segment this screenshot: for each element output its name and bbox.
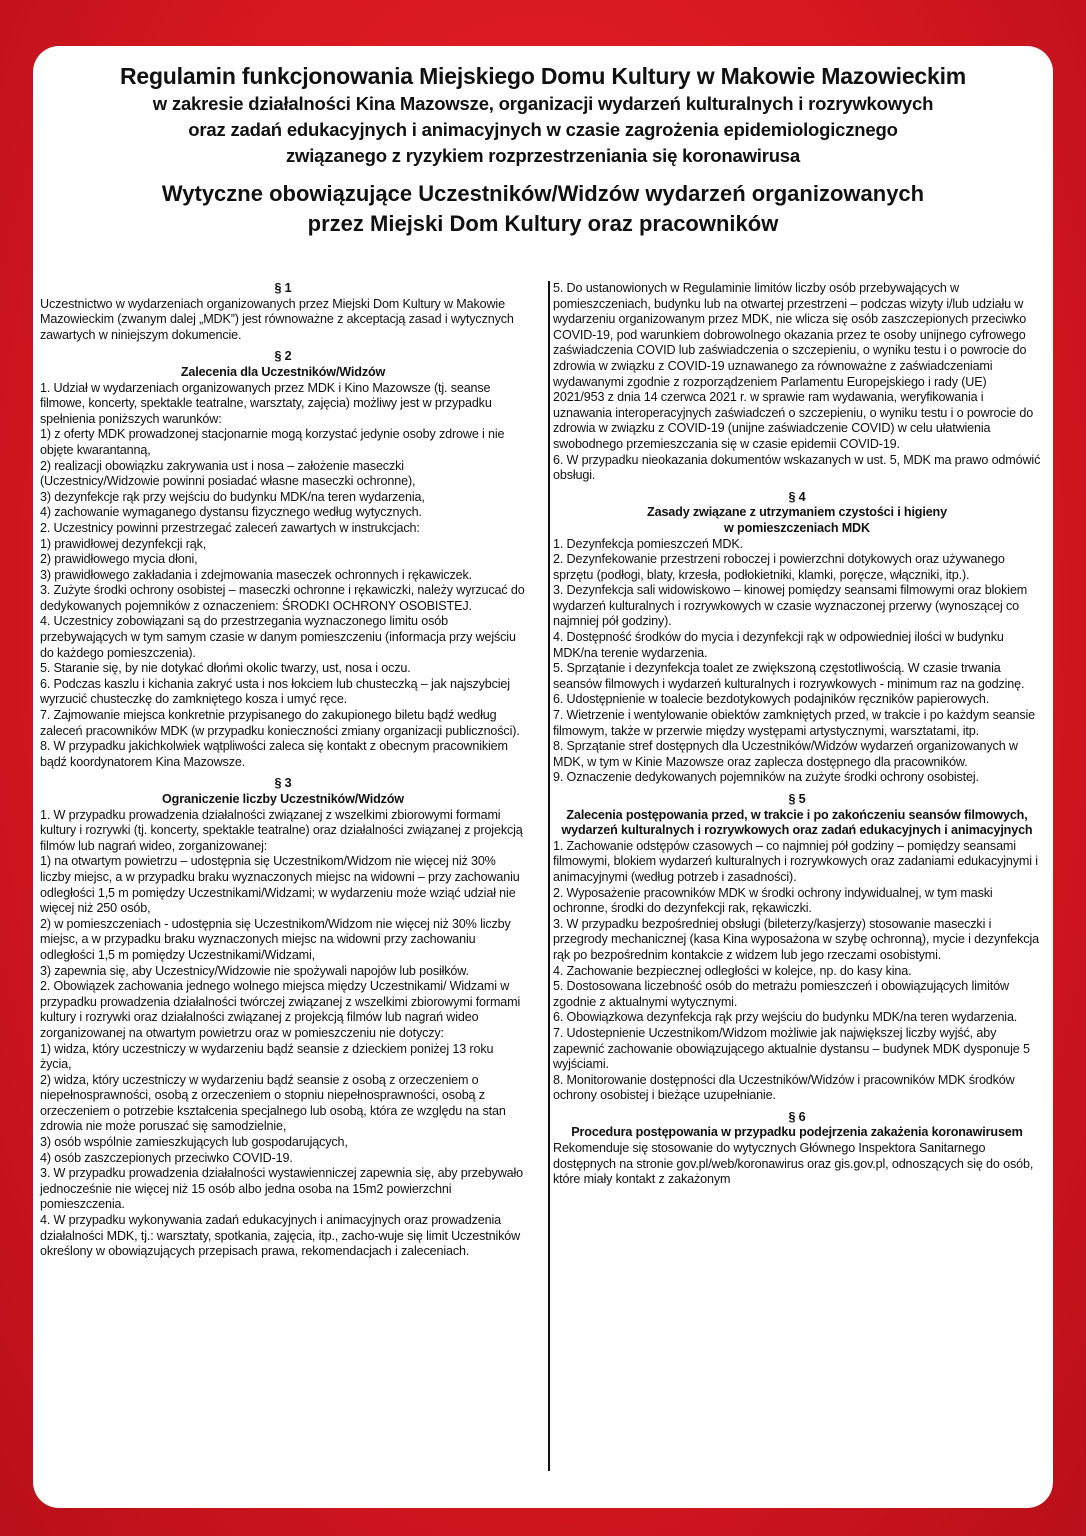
paragraph: 2) realizacji obowiązku zakrywania ust i nosa – założenie maseczki (Uczestnicy/Widzowie powinni posiadać własne maseczki ochronne), (40, 458, 416, 489)
paragraph: 6. Podczas kaszlu i kichania zakryć usta i nos łokciem lub chusteczką – jak najszybciej wyrzucić chusteczkę do zamkniętego kosza i umyć ręce. (40, 676, 510, 707)
subtitle-line-1: w zakresie działalności Kina Mazowsze, organizacji wydarzeń kulturalnych i rozrywkowych (152, 93, 934, 114)
paragraph: 8. W przypadku jakichkolwiek wątpliwości zaleca się kontakt z obecnym pracownikiem bądź koordynatorem Kina Mazowsze. (40, 739, 508, 769)
paragraph: 8. Sprzątanie stref dostępnych dla Uczestników/Widzów wydarzeń organizowanych w MDK, w tym w Kinie Mazowsze oraz zaplecza dostępnego dla pracowników. (553, 739, 1018, 769)
guidelines-heading-line-2: przez Miejski Dom Kultury oraz pracowników (307, 211, 779, 236)
paragraph: 1) z oferty MDK prowadzonej stacjonarnie mogą korzystać jedynie osoby zdrowe i nie objęte kwarantanną, (40, 427, 505, 457)
section-heading: Procedura postępowania w przypadku podejrzenia zakażenia koronawirusem (571, 1125, 1023, 1140)
paragraph: Rekomenduje się stosowanie do wytycznych Głównego Inspektora Sanitarnego dostępnych na stronie gov.pl/web/koronawirus oraz gis.gov.pl, odnoszących się do osób, które miały kontakt z zakażonym (553, 1141, 1034, 1187)
paragraph: 7. Zajmowanie miejsca konkretnie przypisanego do zakupionego biletu bądź według zaleceń pracowników MDK (w przypadku konieczności zmiany organizacji publiczności). (40, 708, 520, 738)
paragraph: 4. Zachowanie bezpiecznej odległości w kolejce, np. do kasy kina. (553, 963, 912, 978)
paragraph: 1) widza, który uczestniczy w wydarzeniu bądź seansie z dzieckiem poniżej 13 roku życia, (40, 1041, 494, 1072)
document-header (47, 62, 1039, 239)
section-heading: § 2 (274, 349, 292, 364)
paragraph: Uczestnictwo w wydarzeniach organizowanych przez Miejski Dom Kultury w Makowie Mazowieckim (zwanym dalej „MDK”) jest równoważne z akceptacją zasad i wytycznych zawartych w niniejszym dokumencie. (40, 296, 514, 342)
paragraph: 2. Uczestnicy powinni przestrzegać zaleceń zawartych w instrukcjach: (40, 520, 420, 535)
paragraph: 3) zapewnia się, aby Uczestnicy/Widzowie nie spożywali napojów lub posiłków. (40, 963, 469, 978)
paragraph: 6. Obowiązkowa dezynfekcja rąk przy wejściu do budynku MDK/na teren wydarzenia. (553, 1010, 1018, 1025)
paragraph: 3) osób wspólnie zamieszkujących lub gospodarujących, (40, 1135, 348, 1150)
paragraph: 3) dezynfekcje rąk przy wejściu do budynku MDK/na teren wydarzenia, (40, 489, 425, 504)
paragraph: 3. Zużyte środki ochrony osobistej – maseczki ochronne i rękawiczki, należy wyrzucać do dedykowanych pojemników z oznaczeniem: ŚRODKI OCHRONY OSOBISTEJ. (40, 583, 525, 613)
section-heading: § 6 (788, 1109, 806, 1124)
paragraph: 2. Wyposażenie pracowników MDK w środki ochrony indywidualnej, w tym maski ochronne, środki do dezynfekcji rak, rękawiczki. (553, 885, 993, 916)
paragraph: 1. Udział w wydarzeniach organizowanych przez MDK i Kino Mazowsze (tj. seanse filmowe, koncerty, spektakle teatralne, warsztaty, zajęcia) możliwy jest w przypadku spełnienia poniższych warunków: (40, 380, 492, 426)
paragraph: 1) prawidłowej dezynfekcji rąk, (40, 536, 207, 551)
paragraph: 1. Zachowanie odstępów czasowych – co najmniej pół godziny – pomiędzy seansami filmowymi, blokiem wydarzeń kulturalnych i rozrywkowych oraz zadaniami edukacyjnymi i animacyjnymi (według potrzeb i zasadności). (553, 838, 1038, 884)
subtitle-line-3: związanego z ryzykiem rozprzestrzeniania się koronawirusa (286, 145, 800, 166)
section-heading: § 5 (788, 792, 806, 806)
paragraph: 7. Udostepnienie Uczestnikom/Widzom możliwie jak największej liczby wyjść, aby zapewnić zachowanie obowiązującego aktualnie dystansu – budynek MDK dysponuje 5 wyjściami. (553, 1025, 1030, 1072)
document-card (33, 46, 1053, 1508)
left-column (40, 281, 526, 1260)
paragraph: 9. Oznaczenie dedykowanych pojemników na zużyte środki ochrony osobistej. (553, 770, 979, 785)
section-heading: § 1 (274, 281, 292, 295)
paragraph: 5. Sprzątanie i dezynfekcja toalet ze zwiększoną częstotliwością. W czasie trwania seansów filmowych i wydarzeń kulturalnych i rozrywkowych - minimum raz na godzinę. (553, 661, 1025, 691)
paragraph: 5. Do ustanowionych w Regulaminie limitów liczby osób przebywających w pomieszczeniach, budynku lub na otwartej przestrzeni – podczas wizyty i/lub udziału w wydarzeniu organizowanym przez MDK, nie wlicza się osób zaszczepionych przeciwko COVID-19, pod warunkiem dobrowolnego okazania przez te osoby unijnego cyfrowego zaświadczenia COVID lub zaświadczenia o szczepieniu, o wyniku testu i o powrocie do zdrowia w związku z COVID-19 uznawanego za równoważne z zaświadczeniami wydawanymi zgodnie z rozporządzeniem Parlamentu Europejskiego i rady (UE) 2021/953 z dnia 14 czerwca 2021 r. w sprawie ram wydawania, weryfikowania i uznawania interoperacyjnych zaświadczeń o szczepieniu, o wyniku testu i o powrocie do zdrowia w związku z COVID-19 (unijne zaświadczenie COVID) w celu ułatwienia swobodnego przemieszczania się w czasie epidemii COVID-19. (553, 281, 1034, 451)
paragraph: 2) widza, który uczestniczy w wydarzeniu bądź seansie z osobą z orzeczeniem o niepełnosprawności, osobą z orzeczeniem o stopniu niepełnosprawności, osobą z orzeczeniem o potrzebie kształcenia specjalnego lub osobą, która ze względu na stan zdrowia nie może poruszać się samodzielnie, (40, 1072, 506, 1134)
paragraph: 2. Obowiązek zachowania jednego wolnego miejsca między Uczestnikami/ Widzami w przypadku prowadzenia działalności twórczej związanej z wszelkimi zbiorowymi formami kultury i rozrywki oraz działalności związanej z projekcją filmów lub nagrań wideo zorganizowanej na otwartym powietrzu oraz w pomieszczeniu nie dotyczy: (40, 979, 521, 1040)
section-heading: w pomieszczeniach MDK (724, 520, 870, 535)
paragraph: 4. Uczestnicy zobowiązani są do przestrzegania wyznaczonego limitu osób przebywających w tym samym czasie w danym pomieszczeniu (informacja przy wejściu do każdego pomieszczenia). (40, 614, 516, 660)
paragraph: 8. Monitorowanie dostępności dla Uczestników/Widzów i pracowników MDK środków ochrony osobistej i bieżące uzupełnianie. (553, 1072, 1015, 1103)
document-title: Regulamin funkcjonowania Miejskiego Domu Kultury w Makowie Mazowieckim (119, 63, 967, 89)
paragraph: 1. Dezynfekcja pomieszczeń MDK. (553, 536, 743, 551)
section-heading: Ograniczenie liczby Uczestników/Widzów (162, 792, 404, 806)
paragraph: 3. Dezynfekcja sali widowiskowo – kinowej pomiędzy seansami filmowymi oraz blokiem wydarzeń kulturalnych i rozrywkowych w czasie wyznaczonej przerwy (wynoszącej co najmniej pół godziny). (553, 583, 1028, 629)
paragraph: 5. Dostosowana liczebność osób do metrażu pomieszczeń i obowiązujących limitów zgodnie z aktualnymi wytycznymi. (553, 979, 1009, 1009)
paragraph: 6. W przypadku nieokazania dokumentów wskazanych w ust. 5, MDK ma prawo odmówić obsługi. (553, 452, 1041, 483)
paragraph: 4) osób zaszczepionych przeciwko COVID-19. (40, 1150, 293, 1165)
paragraph: 7. Wietrzenie i wentylowanie obiektów zamkniętych przed, w trakcie i po każdym seansie filmowym, także w przerwie między występami artystycznymi, warsztatami, itp. (553, 708, 1035, 738)
paragraph: 1. W przypadku prowadzenia działalności związanej z wszelkimi zbiorowymi formami kultury i rozrywki (tj. koncerty, spektakle teatralne) oraz działalności związanej z projekcją filmów lub nagrań wideo, zorganizowanej: (40, 807, 523, 853)
section-heading: Zasady związane z utrzymaniem czystości i higieny (647, 505, 947, 520)
paragraph: 3. W przypadku bezpośredniej obsługi (bileterzy/kasjerzy) stosowanie maseczki i przegrody mechanicznej (kasa Kina wyposażona w szybę ochronną), mycie i dezynfekcja rąk po bezpośrednim kontakcie z widzem lub jego rzeczami osobistymi. (553, 916, 1039, 962)
paragraph: 2. Dezynfekowanie przestrzeni roboczej i powierzchni dotykowych oraz używanego sprzętu (podłogi, blaty, krzesła, podłokietniki, klamki, poręcze, włączniki, itp.). (553, 552, 1005, 582)
column-divider (548, 281, 550, 1471)
section-heading: Zalecenia dla Uczestników/Widzów (180, 364, 386, 379)
section-heading: § 4 (788, 489, 806, 504)
section-heading: § 3 (274, 776, 292, 791)
subtitle-line-2: oraz zadań edukacyjnych i animacyjnych w czasie zagrożenia epidemiologicznego (188, 119, 898, 140)
section-heading: Zalecenia postępowania przed, w trakcie i po zakończeniu seansów filmowych, wydarzeń kulturalnych i rozrywkowych oraz zadań edukacyjnych i animacyjnych (561, 807, 1033, 838)
paragraph: 3) prawidłowego zakładania i zdejmowania maseczek ochronnych i rękawiczek. (40, 567, 472, 582)
guidelines-heading-line-1: Wytyczne obowiązujące Uczestników/Widzów wydarzeń organizowanych (161, 181, 925, 206)
paragraph: 3. W przypadku prowadzenia działalności wystawienniczej zapewnia się, aby przebywało jednocześnie nie więcej niż 15 osób albo jedna osoba na 15m2 powierzchni pomieszczenia. (40, 1166, 524, 1212)
paragraph: 4) zachowanie wymaganego dystansu fizycznego według wytycznych. (40, 505, 422, 520)
paragraph: 5. Staranie się, by nie dotykać dłońmi okolic twarzy, ust, nosa i oczu. (40, 661, 411, 676)
paragraph: 6. Udostępnienie w toalecie bezdotykowych podajników ręczników papierowych. (553, 692, 990, 707)
paragraph: 2) prawidłowego mycia dłoni, (40, 552, 198, 567)
paragraph: 4. Dostępność środków do mycia i dezynfekcji rąk w odpowiedniej ilości w budynku MDK/na terenie wydarzenia. (553, 630, 1004, 660)
paragraph: 4. W przypadku wykonywania zadań edukacyjnych i animacyjnych oraz prowadzenia działalności MDK, tj.: warsztaty, spotkania, zajęcia, itp., zacho-wuje się limit Uczestników określony w obowiązujących przepisach prawa, rekomendacjach i zaleceniach. (40, 1213, 521, 1259)
guidelines-heading (47, 179, 1039, 239)
right-column (553, 281, 1041, 1188)
paragraph: 1) na otwartym powietrzu – udostępnia się Uczestnikom/Widzom nie więcej niż 30% liczby miejsc, a w przypadku braku wyznaczonych miejsc na widowni – przy zachowaniu odległości 1,5 m pomiędzy Uczestnikami/Widzami; w wydarzeniu może wziąć udział nie więcej niż 250 osób, (40, 854, 520, 916)
paragraph: 2) w pomieszczeniach - udostępnia się Uczestnikom/Widzom nie więcej niż 30% liczby miejsc, a w przypadku braku wyznaczonych miejsc na widowni przy zachowaniu odległości 1,5 m pomiędzy Uczestnikami/Widzami, (40, 916, 511, 962)
